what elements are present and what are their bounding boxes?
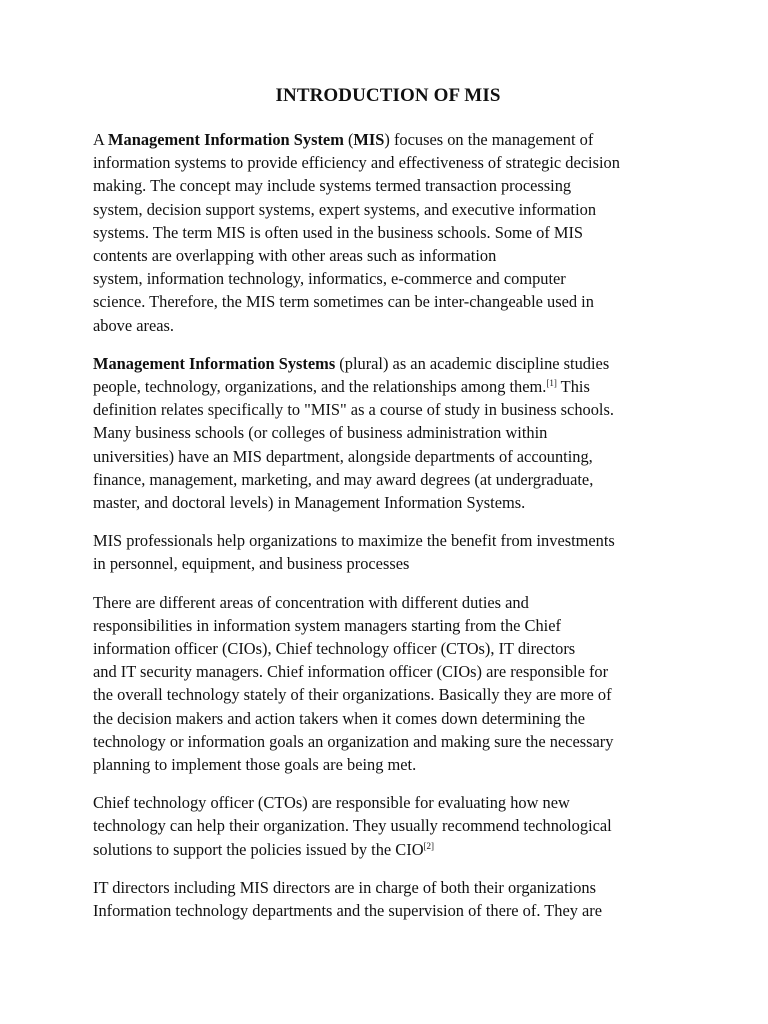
paragraph-4 — [93, 591, 683, 777]
text-run: solutions to support the policies issued by the CIO — [93, 839, 424, 859]
text-run: people, technology, organizations, and the relationships among them. — [93, 377, 547, 397]
text-run: There are different areas of concentration with different duties and — [93, 592, 529, 612]
text-run: making. The concept may include systems termed transaction processing — [93, 176, 572, 196]
text-run: universities) have an MIS department, alongside departments of accounting, — [93, 446, 593, 466]
text-run: the overall technology stately of their organizations. Basically they are more of — [93, 685, 612, 705]
text-run: A — [93, 130, 109, 149]
text-line — [93, 899, 683, 922]
text-line — [93, 707, 683, 730]
bold-term: MIS — [353, 130, 385, 149]
text-line — [93, 198, 683, 221]
text-line — [93, 174, 683, 197]
text-run: master, and doctoral levels) in Management Information Systems. — [93, 493, 526, 513]
text-run: systems. The term MIS is often used in the business schools. Some of MIS — [93, 222, 584, 242]
text-line — [93, 352, 683, 375]
text-run: (plural) as an academic discipline studies — [335, 353, 610, 373]
paragraph-6 — [93, 876, 683, 922]
citation-superscript: [2] — [423, 840, 435, 851]
text-line — [93, 683, 683, 706]
text-run: system, decision support systems, expert systems, and executive information — [93, 199, 597, 219]
text-line — [93, 375, 683, 398]
paragraph-1 — [93, 128, 683, 337]
text-line — [93, 267, 683, 290]
text-run: technology or information goals an organization and making sure the necessary — [93, 731, 614, 751]
text-run: contents are overlapping with other areas such as information — [93, 246, 497, 266]
text-run: science. Therefore, the MIS term sometimes can be inter-changeable used in — [93, 292, 594, 312]
text-run: technology can help their organization. They usually recommend technological — [93, 816, 612, 836]
bold-term: Management Information Systems — [93, 353, 336, 373]
text-run: Many business schools (or colleges of business administration within — [93, 423, 548, 443]
document-title: INTRODUCTION OF MIS — [275, 85, 501, 106]
text-line — [93, 468, 683, 491]
text-line — [93, 491, 683, 514]
text-line — [93, 221, 683, 244]
paragraph-2 — [93, 352, 683, 514]
text-run: MIS professionals help organizations to maximize the benefit from investments — [93, 531, 615, 551]
text-line — [93, 730, 683, 753]
text-run: information systems to provide efficiency and effectiveness of strategic decision — [93, 153, 620, 173]
text-run: IT directors including MIS directors are in charge of both their organizations — [93, 877, 596, 897]
text-run: responsibilities in information system managers starting from the Chief — [93, 615, 561, 635]
bold-term: Management Information System — [108, 130, 344, 149]
paragraph-3 — [93, 529, 683, 575]
text-line — [93, 244, 683, 267]
text-run: above areas. — [93, 315, 174, 335]
text-line — [93, 128, 683, 151]
text-run: and IT security managers. Chief information officer (CIOs) are responsible for — [93, 662, 609, 682]
text-line — [93, 591, 683, 614]
text-run: in personnel, equipment, and business processes — [93, 554, 410, 574]
text-run: Chief technology officer (CTOs) are responsible for evaluating how new — [93, 793, 570, 813]
text-line — [93, 838, 683, 861]
text-run: information officer (CIOs), Chief technology officer (CTOs), IT directors — [93, 639, 576, 659]
text-run: ) focuses on the management of — [384, 130, 594, 149]
text-run: ( — [343, 130, 354, 149]
text-line — [93, 791, 683, 814]
text-line — [93, 876, 683, 899]
text-run: finance, management, marketing, and may award degrees (at undergraduate, — [93, 469, 594, 489]
text-line — [93, 552, 683, 575]
text-run: definition relates specifically to "MIS" as a course of study in business schools. — [93, 400, 614, 420]
text-line — [93, 614, 683, 637]
text-line — [93, 421, 683, 444]
text-run: the decision makers and action takers when it comes down determining the — [93, 708, 586, 728]
text-line — [93, 151, 683, 174]
text-line — [93, 753, 683, 776]
text-run: Information technology departments and the supervision of there of. They are — [93, 901, 603, 921]
document-body — [93, 128, 683, 922]
citation-superscript: [1] — [546, 378, 557, 389]
text-run: This — [556, 377, 590, 397]
text-line — [93, 814, 683, 837]
text-line — [93, 529, 683, 552]
text-line — [93, 398, 683, 421]
text-line — [93, 445, 683, 468]
text-line — [93, 660, 683, 683]
document-page — [93, 84, 683, 937]
paragraph-5 — [93, 791, 683, 861]
text-line — [93, 314, 683, 337]
text-run: system, information technology, informatics, e-commerce and computer — [93, 269, 566, 289]
text-line — [93, 637, 683, 660]
text-line — [93, 290, 683, 313]
text-run: planning to implement those goals are being met. — [93, 755, 417, 775]
